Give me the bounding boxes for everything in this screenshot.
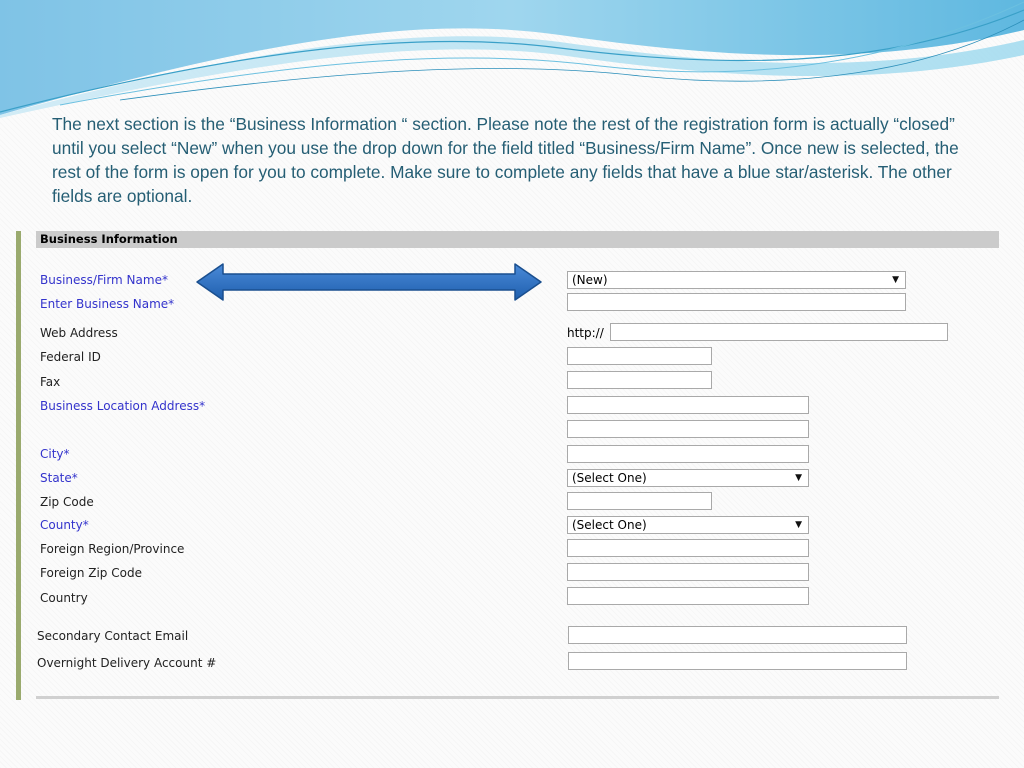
foreign-region-input[interactable] — [567, 539, 809, 557]
city-label: City* — [40, 447, 70, 461]
overnight-account-input[interactable] — [568, 652, 907, 670]
triangle-down-icon: ▼ — [795, 520, 802, 530]
zip-code-input[interactable] — [567, 492, 712, 510]
country-input[interactable] — [567, 587, 809, 605]
country-label: Country — [40, 591, 88, 605]
county-select[interactable] — [567, 516, 809, 534]
business-firm-name-selected: (New) — [572, 273, 608, 287]
secondary-email-input[interactable] — [568, 626, 907, 644]
federal-id-label: Federal ID — [40, 350, 101, 364]
county-selected: (Select One) — [572, 518, 647, 532]
web-address-label: Web Address — [40, 326, 118, 340]
overnight-account-label: Overnight Delivery Account # — [37, 656, 217, 670]
triangle-down-icon: ▼ — [892, 275, 899, 285]
city-input[interactable] — [567, 445, 809, 463]
enter-business-name-input[interactable] — [567, 293, 906, 311]
web-address-input[interactable] — [610, 323, 948, 341]
state-selected: (Select One) — [572, 471, 647, 485]
address-line-2-input[interactable] — [567, 420, 809, 438]
header-wave-decoration — [0, 0, 1024, 120]
fax-label: Fax — [40, 375, 61, 389]
secondary-email-label: Secondary Contact Email — [37, 629, 189, 643]
state-label: State* — [40, 471, 78, 485]
section-bottom-divider — [36, 696, 999, 699]
business-location-address-label: Business Location Address* — [40, 399, 206, 413]
business-firm-name-select[interactable] — [567, 271, 906, 289]
fax-input[interactable] — [567, 371, 712, 389]
enter-business-name-label: Enter Business Name* — [40, 297, 175, 311]
federal-id-input[interactable] — [567, 347, 712, 365]
triangle-down-icon: ▼ — [795, 473, 802, 483]
web-address-prefix: http:// — [567, 326, 604, 340]
state-select[interactable] — [567, 469, 809, 487]
foreign-zip-input[interactable] — [567, 563, 809, 581]
left-accent-bar — [16, 231, 21, 700]
intro-paragraph: The next section is the “Business Information “ section. Please note the rest of the registration form is actually “closed” until you select “New” when you use the drop down for the field titled “Business/Firm Name”. Once new is selected, the rest of the form is open for you to complete. Make sure to complete any fields that have a blue star/asterisk. The other fields are optional. — [52, 114, 959, 206]
county-label: County* — [40, 518, 89, 532]
address-line-1-input[interactable] — [567, 396, 809, 414]
double-headed-arrow-icon — [195, 262, 543, 302]
foreign-zip-label: Foreign Zip Code — [40, 566, 142, 580]
zip-code-label: Zip Code — [40, 495, 94, 509]
business-firm-name-label: Business/Firm Name* — [40, 273, 168, 287]
section-title: Business Information — [36, 231, 999, 248]
foreign-region-label: Foreign Region/Province — [40, 542, 185, 556]
